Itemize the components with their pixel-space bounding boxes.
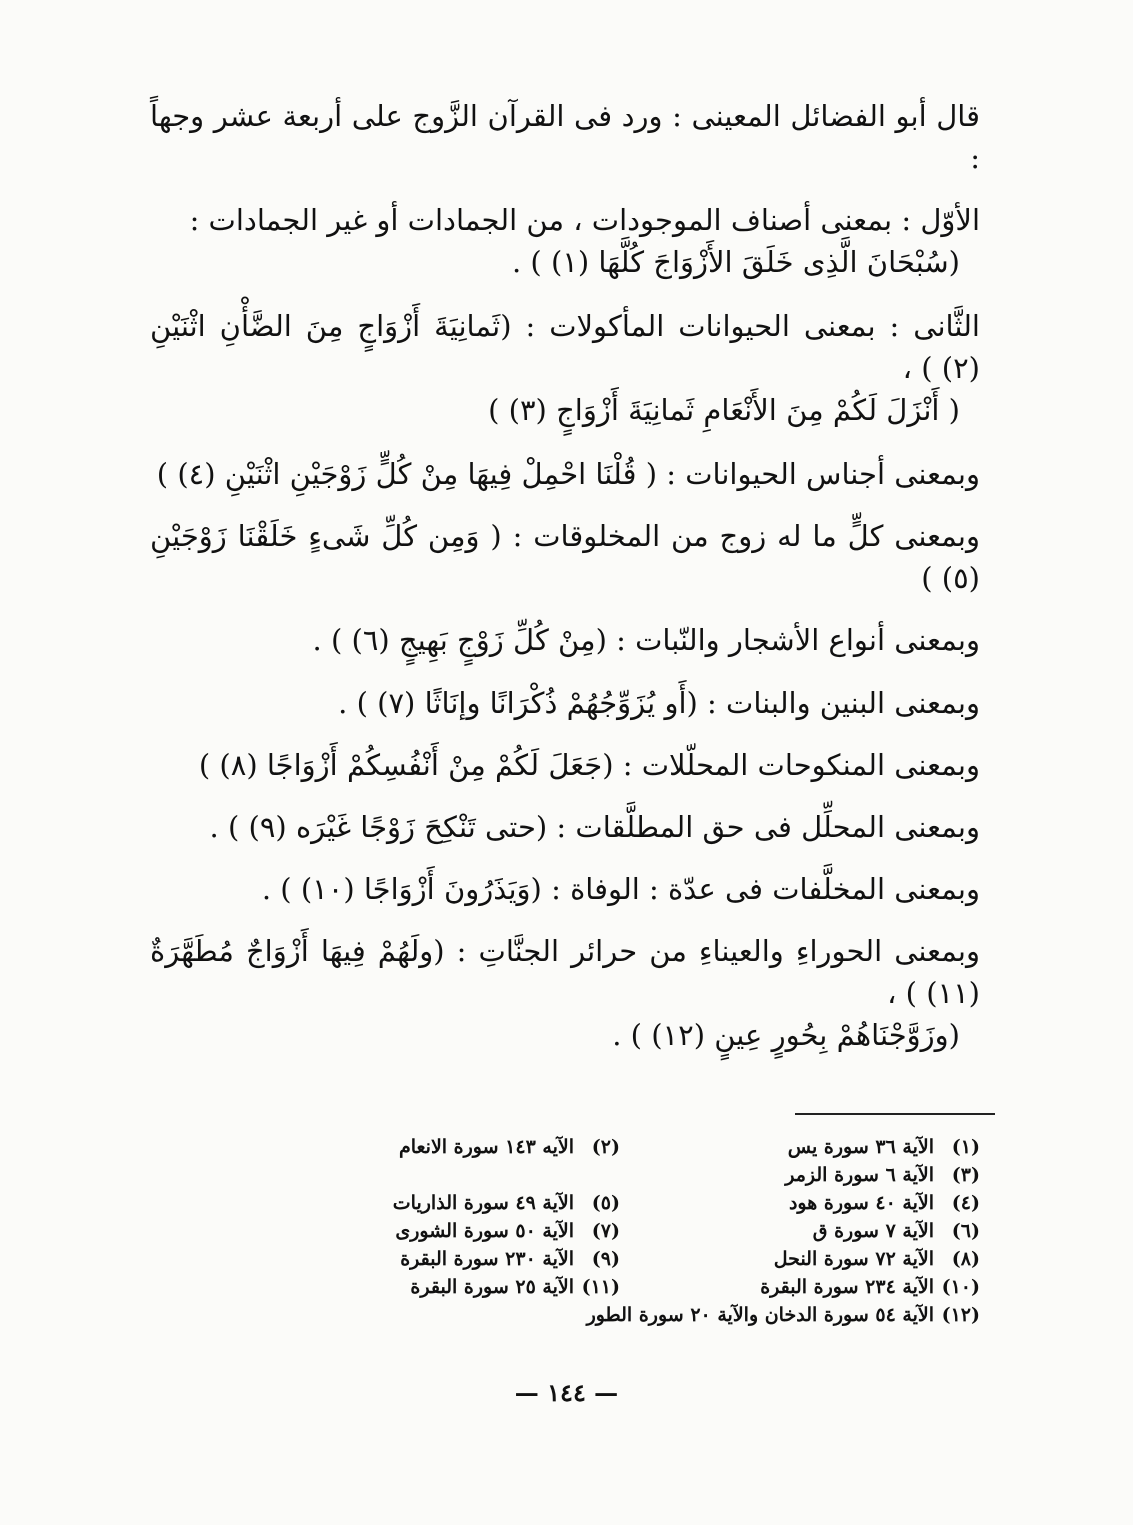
footnote-number: (١١) (581, 1276, 620, 1298)
footnote-row (260, 1273, 980, 1301)
footnote-text: الآية ٢٣٤ سورة البقرة (760, 1276, 934, 1298)
footnote-11 (260, 1273, 620, 1301)
main-text (150, 95, 980, 1076)
page-number: — ١٤٤ — (514, 1378, 619, 1407)
footnote-text: الآية ٥٠ سورة الشورى (395, 1220, 574, 1242)
footnote-row (260, 1161, 980, 1189)
meaning-8-paragraph: وبمعنى المحلِّل فى حق المطلَّقات : (حتى تَنْكِحَ زَوْجًا غَيْرَه (٩) ) . (209, 809, 980, 844)
meaning-1-line-2: (سُبْحَانَ الَّذِى خَلَقَ الأَزْوَاجَ كُلَّهَا (١) ) . (511, 245, 960, 280)
footnote-text: الآية ٧٢ سورة النحل (773, 1248, 934, 1270)
footnote-4 (620, 1189, 980, 1217)
footnote-text: الآية ٢٣٠ سورة البقرة (400, 1248, 574, 1270)
meaning-10-line-2: (وزَوَّجْنَاهُمْ بِحُورٍ عِينٍ (١٢) ) . (612, 1017, 960, 1052)
footnote-row (260, 1301, 980, 1329)
footnote-7 (260, 1217, 620, 1245)
meaning-7-paragraph: وبمعنى المنكوحات المحلّلات : (جَعَلَ لَكُمْ مِنْ أَنْفُسِكُمْ أَزْوَاجًا (٨) ) (198, 747, 980, 782)
footnote-number: (٨) (951, 1248, 980, 1270)
footnote-text: الآية ٢٥ سورة البقرة (410, 1276, 574, 1298)
footnote-9 (260, 1245, 620, 1273)
footnote-10 (620, 1273, 980, 1301)
footnote-number: (٧) (591, 1220, 620, 1242)
meaning-2-line-1: الثَّانى : بمعنى الحيوانات المأكولات : (ثَمانِيَةَ أَزْوَاجٍ مِنَ الضَّأْنِ اثْنَيْنِ (٢) ) ، (150, 309, 980, 386)
meaning-10-line-1: وبمعنى الحوراءِ والعيناءِ من حرائر الجنَّاتِ : (ولَهُمْ فِيهَا أَزْوَاجٌ مُطَهَّرَةٌ (١١) ) ، (150, 933, 980, 1010)
footnote-number: (٦) (951, 1220, 980, 1242)
footnote-row (260, 1133, 980, 1161)
footnote-text: الآية ٥٤ سورة الدخان والآية ٢٠ سورة الطور (586, 1304, 934, 1326)
footnote-number: (٣) (951, 1164, 980, 1186)
meaning-5-paragraph: وبمعنى أنواع الأشجار والنّبات : (مِنْ كُلِّ زَوْجٍ بَهِيجٍ (٦) ) . (312, 623, 980, 658)
meaning-2-paragraph (150, 305, 980, 431)
footnotes (260, 1133, 980, 1329)
footnote-number: (١) (951, 1136, 980, 1158)
footnote-1 (620, 1133, 980, 1161)
footnote-text: الآية ٤٩ سورة الذاريات (392, 1192, 574, 1214)
footnote-row (260, 1245, 980, 1273)
meaning-10-paragraph (150, 930, 980, 1056)
meaning-4-paragraph: وبمعنى كلٍّ ما له زوج من المخلوقات : ( وَمِن كُلِّ شَىءٍ خَلَقْنَا زَوْجَيْنِ (٥) ) (150, 519, 980, 596)
footnote-6 (620, 1217, 980, 1245)
footnote-number: (٤) (951, 1192, 980, 1214)
footnote-text: الآية ٦ سورة الزمر (785, 1164, 934, 1186)
footnote-text: الآيه ١٤٣ سورة الانعام (398, 1136, 574, 1158)
meaning-9-paragraph: وبمعنى المخلَّفات فى عدّة : الوفاة : (وَيَذَرُونَ أَزْوَاجًا (١٠) ) . (261, 871, 980, 906)
footnote-row (260, 1189, 980, 1217)
footnote-text: الآية ٧ سورة ق (812, 1220, 934, 1242)
footnote-text: الآية ٤٠ سورة هود (788, 1192, 934, 1214)
intro-paragraph: قال أبو الفضائل المعينى : ورد فى القرآن الزَّوج على أربعة عشر وجهاً : (150, 99, 980, 176)
meaning-1-paragraph (150, 199, 980, 283)
meaning-6-paragraph: وبمعنى البنين والبنات : (أَو يُزَوِّجُهُمْ ذُكْرَانًا وإنَاثًا (٧) ) . (338, 685, 980, 720)
meaning-2-line-2: ( أَنْزَلَ لَكُمْ مِنَ الأَنْعَامِ ثَمانِيَةَ أَزْوَاجٍ (٣) ) (488, 393, 960, 428)
footnote-3 (620, 1161, 980, 1189)
footnote-row (260, 1217, 980, 1245)
meaning-1-line-1: الأوّل : بمعنى أصناف الموجودات ، من الجمادات أو غير الجمادات : (189, 203, 980, 238)
footnote-5 (260, 1189, 620, 1217)
meaning-3-paragraph: وبمعنى أجناس الحيوانات : ( قُلْنَا احْمِلْ فِيهَا مِنْ كُلٍّ زَوْجَيْنِ اثْنَيْنِ (٤) ) (156, 457, 980, 492)
footnote-number: (٢) (591, 1136, 620, 1158)
footnote-text: الآية ٣٦ سورة يس (787, 1136, 934, 1158)
footnote-8 (620, 1245, 980, 1273)
footnote-number: (٩) (591, 1248, 620, 1270)
footnote-12 (260, 1301, 980, 1329)
footnote-divider (795, 1113, 995, 1115)
footnote-number: (١٠) (941, 1276, 980, 1298)
footnote-2 (260, 1133, 620, 1161)
footnote-number: (١٢) (941, 1304, 980, 1326)
footnote-number: (٥) (591, 1192, 620, 1214)
